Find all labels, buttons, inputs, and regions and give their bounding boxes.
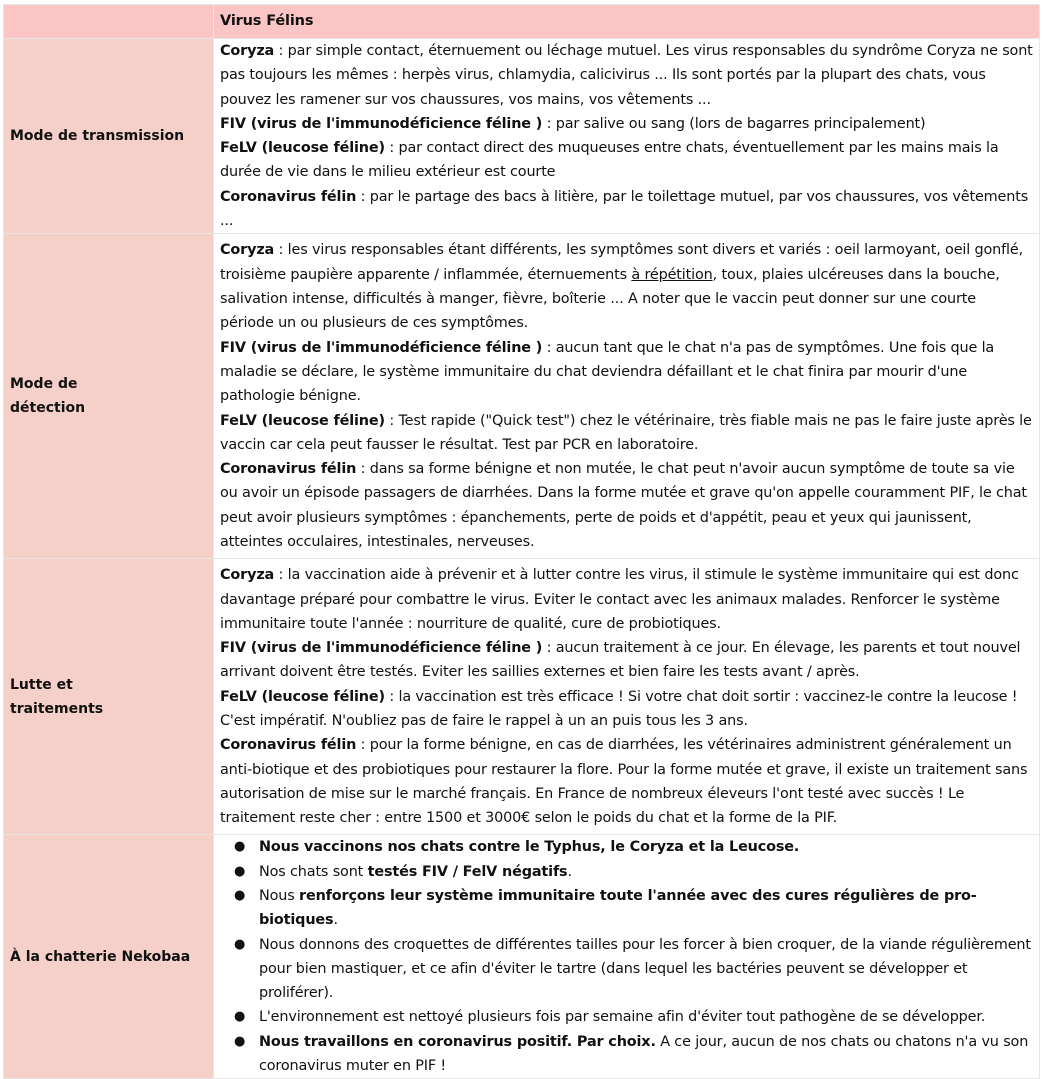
- entry-term: Coryza: [220, 567, 275, 584]
- entry-term: Coronavirus félin: [220, 188, 357, 205]
- row-label-chatterie: À la chatterie Nekobaa: [4, 835, 214, 1079]
- bold-text: Nous travaillons en coronavirus positif. Par choix.: [259, 1033, 656, 1050]
- lutte-felv: [220, 685, 1033, 734]
- transmission-coronavirus: [220, 185, 1033, 234]
- list-item: [220, 1005, 1033, 1029]
- bold-text: renforçons leur système immunitaire toute l'année avec des cures régulières de pro-biotiques: [259, 887, 977, 929]
- entry-term: Coryza: [220, 43, 275, 59]
- bullet-icon: ●: [234, 1033, 246, 1049]
- detection-felv: [220, 409, 1033, 458]
- list-item: [220, 884, 1033, 933]
- bullet-icon: ●: [234, 887, 246, 903]
- item-text: .: [567, 863, 572, 880]
- entry-term: FeLV (leucose féline): [220, 140, 385, 157]
- entry-term: FeLV (leucose féline): [220, 412, 385, 429]
- detection-coryza: [220, 238, 1033, 335]
- lutte-content: [214, 559, 1040, 835]
- table-row: [4, 234, 1040, 559]
- entry-term: FIV (virus de l'immunodéficience féline ): [220, 640, 543, 657]
- lutte-fiv: [220, 636, 1033, 685]
- label-line: Mode de: [10, 376, 78, 393]
- list-item: [220, 933, 1033, 1006]
- item-text: .: [333, 912, 338, 929]
- entry-text: : la vaccination aide à prévenir et à lutter contre les virus, il stimule le système immunitaire qui est donc davantage préparé pour combattre le virus. Eviter le contact avec les animaux malades. Renforcer le système immunitaire toute l'année : nourriture de qualité, cure de probiotiques.: [220, 567, 1019, 632]
- lutte-coryza: [220, 563, 1033, 636]
- entry-text: , toux, plaies ulcéreuses dans la bouche, salivation intense, difficultés à manger, fièvre, boîterie ... A noter que le vaccin peut donner sur une courte période un ou plusieurs de ces symptômes.: [220, 266, 1000, 332]
- list-item: [220, 1030, 1033, 1079]
- detection-fiv: [220, 336, 1033, 409]
- entry-text: : Test rapide ("Quick test") chez le vétérinaire, très fiable mais ne pas le faire juste après le vaccin car cela peut fausser le résultat. Test par PCR en laboratoire.: [220, 412, 1032, 453]
- row-label-detection: [4, 234, 214, 559]
- entry-term: Coryza: [220, 242, 275, 259]
- entry-term: FIV (virus de l'immunodéficience féline ): [220, 339, 543, 356]
- item-text: Nos chats sont: [259, 863, 368, 880]
- underlined-text: à répétition: [631, 266, 713, 283]
- transmission-coryza: [220, 39, 1033, 112]
- entry-term: Coronavirus félin: [220, 737, 357, 754]
- table-row: [4, 835, 1040, 1079]
- list-item: [220, 860, 1033, 884]
- list-item: [220, 835, 1033, 859]
- detection-coronavirus: [220, 457, 1033, 554]
- entry-text: : par contact direct des muqueuses entre chats, éventuellement par les mains mais la durée de vie dans le milieu extérieur est courte: [220, 140, 999, 181]
- item-text: Nous: [259, 887, 300, 904]
- transmission-felv: [220, 136, 1033, 185]
- table-header-row: [4, 5, 1040, 39]
- bullet-icon: ●: [234, 1009, 246, 1025]
- entry-text: : aucun traitement à ce jour. En élevage, les parents et tout nouvel arrivant doivent être testés. Eviter les saillies externes et bien faire les tests avant / après.: [220, 640, 1021, 681]
- bullet-icon: ●: [234, 863, 246, 879]
- table-title: Virus Félins: [214, 5, 1040, 39]
- virus-table: [3, 4, 1040, 1079]
- bullet-icon: ●: [234, 936, 246, 952]
- entry-text: : par le partage des bacs à litière, par le toilettage mutuel, par vos chaussures, vos vêtements ...: [220, 188, 1029, 230]
- header-empty-cell: [4, 5, 214, 39]
- row-label-lutte: [4, 559, 214, 835]
- label-line: détection: [10, 400, 86, 417]
- entry-term: Coronavirus félin: [220, 461, 357, 478]
- table-row: [4, 39, 1040, 234]
- entry-term: FIV (virus de l'immunodéficience féline ): [220, 115, 543, 132]
- bold-text: testés FIV / FelV négatifs: [367, 863, 568, 880]
- entry-text: : les virus responsables étant différents, les symptômes sont divers et variés : oeil larmoyant, oeil gonflé, troisième paupière apparente / inflammée, éternuements: [220, 242, 1024, 283]
- entry-text: : aucun tant que le chat n'a pas de symptômes. Une fois que la maladie se déclare, le système immunitaire du chat deviendra défaillant et le chat finira par mourir d'une pathologie bénigne.: [220, 339, 995, 405]
- entry-term: FeLV (leucose féline): [220, 688, 385, 705]
- label-line: Lutte et: [10, 676, 73, 693]
- detection-content: [214, 234, 1040, 559]
- entry-text: : la vaccination est très efficace ! Si votre chat doit sortir : vaccinez-le contre la leucose ! C'est impératif. N'oubliez pas de faire le rappel à un an puis tous les 3 ans.: [220, 688, 1018, 730]
- lutte-coronavirus: [220, 733, 1033, 830]
- bullet-icon: ●: [234, 839, 246, 855]
- entry-text: : par simple contact, éternuement ou léchage mutuel. Les virus responsables du syndrôme Coryza ne sont pas toujours les mêmes : herpès virus, chlamydia, calicivirus ... Ils sont portés par la plupart des chats, vous pouvez les ramener sur vos chaussures, vos mains, vos vêtements ...: [220, 43, 1033, 108]
- entry-text: : pour la forme bénigne, en cas de diarrhées, les vétérinaires administrent généralement un anti-biotique et des probiotiques pour restaurer la flore. Pour la forme mutée et grave, il existe un traitement sans autorisation de mise sur le marché français. En France de nombreux éleveurs l'ont testé avec succès ! Le traitement reste cher : entre 1500 et 3000€ selon le poids du chat et la forme de la PIF.: [220, 737, 1028, 827]
- entry-text: : par salive ou sang (lors de bagarres principalement): [542, 115, 926, 132]
- item-text: Nous donnons des croquettes de différentes tailles pour les forcer à bien croquer, de la viande régulièrement pour bien mastiquer, et ce afin d'éviter le tartre (dans lequel les bactéries peuvent se développer et proliférer).: [259, 936, 1031, 1002]
- label-line: traitements: [10, 700, 104, 717]
- bold-text: Nous vaccinons nos chats contre le Typhus, le Coryza et la Leucose.: [259, 839, 800, 856]
- chatterie-content: [214, 835, 1040, 1079]
- transmission-fiv: [220, 112, 1033, 136]
- chatterie-list: [220, 835, 1033, 1078]
- entry-text: : dans sa forme bénigne et non mutée, le chat peut n'avoir aucun symptôme de toute sa vie ou avoir un épisode passagers de diarrhées. Dans la forme mutée et grave qu'on appelle couramment PIF, le chat peut avoir plusieurs symptômes : épanchements, perte de poids et d'appétit, peau et yeux qui jaunissent, atteintes occulaires, intestinales, nerveuses.: [220, 461, 1027, 550]
- transmission-content: [214, 39, 1040, 234]
- item-text: A ce jour, aucun de nos chats ou chatons n'a vu son coronavirus muter en PIF !: [259, 1033, 1029, 1075]
- row-label-transmission: Mode de transmission: [4, 39, 214, 234]
- table-row: [4, 559, 1040, 835]
- item-text: L'environnement est nettoyé plusieurs fois par semaine afin d'éviter tout pathogène de se développer.: [259, 1009, 986, 1026]
